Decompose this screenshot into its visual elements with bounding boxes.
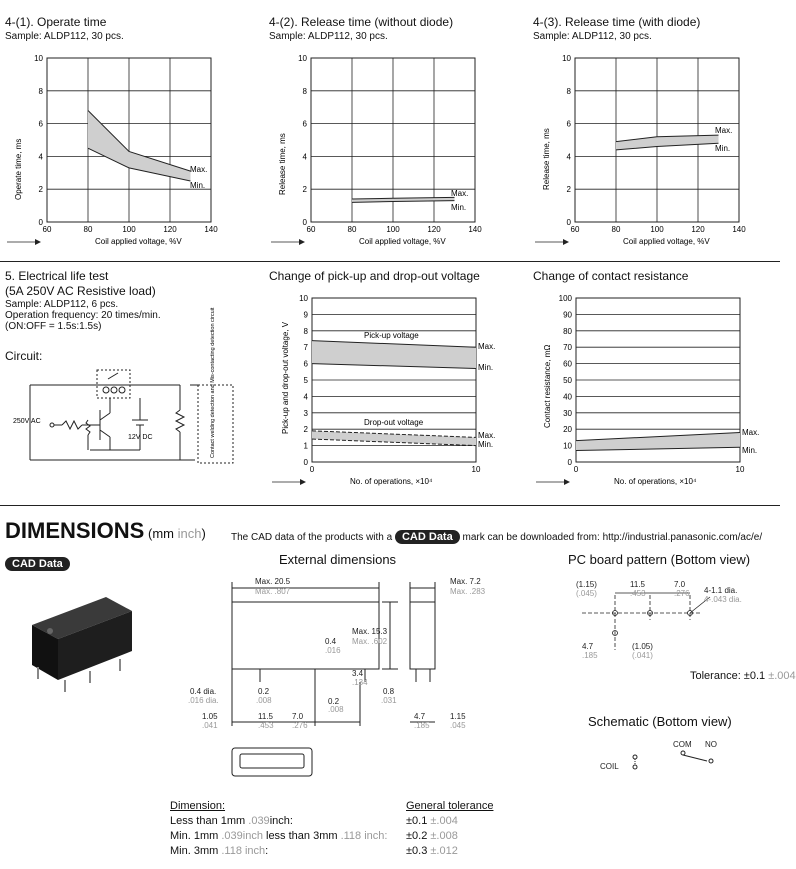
pcb-pattern-title: PC board pattern (Bottom view) — [568, 552, 751, 567]
cad-data-badge-inline: CAD Data — [395, 530, 460, 544]
pcb-p185: .185 — [582, 651, 598, 660]
ext-d134: .134 — [352, 678, 368, 687]
release-diode-max-label: Max. — [715, 126, 733, 135]
operate-min-label: Min. — [190, 181, 206, 190]
resistance-max-label: Max. — [742, 428, 760, 437]
ext-max602: Max. .602 — [352, 637, 388, 646]
ext-d08: 0.8 — [383, 687, 395, 696]
x-tick-label: 60 — [42, 225, 52, 234]
ext-d045: .045 — [450, 721, 466, 730]
ext-d04dia: 0.4 dia. — [190, 687, 217, 696]
x-tick-label: 10 — [735, 465, 745, 474]
y-tick-label: 100 — [558, 294, 572, 303]
release-diode-title: 4-(3). Release time (with diode) — [533, 15, 701, 29]
ext-d47: 4.7 — [414, 712, 426, 721]
gt-row2-tol: ±0.2 ±.008 — [406, 830, 458, 842]
x-tick-label: 120 — [691, 225, 705, 234]
resistance-chart-body — [536, 294, 745, 485]
y-tick-label: 4 — [38, 152, 43, 162]
pcb-p105: (1.05) — [632, 642, 653, 651]
gt-row2-dim: Min. 1mm .039inch less than 3mm .118 inch: — [170, 830, 388, 842]
ext-d115a: 11.5 — [258, 712, 273, 721]
y-tick-label: 10 — [299, 294, 308, 303]
resistance-min-label: Min. — [742, 446, 758, 455]
y-tick-label: 10 — [562, 54, 571, 63]
external-dimensions-title: External dimensions — [279, 552, 397, 567]
release-diode-ylabel: Release time, ms — [542, 128, 551, 190]
operate-sample: Sample: ALDP112, 30 pcs. — [5, 31, 124, 42]
dimensions-unit: (mm inch) — [147, 526, 206, 541]
x-tick-label: 0 — [309, 465, 315, 474]
release-nodiode-xlabel: Coil applied voltage, %V — [359, 237, 446, 246]
life-subtitle: (5A 250V AC Resistive load) — [5, 284, 156, 298]
y-tick-label: 2 — [303, 425, 308, 435]
pickup-title: Change of pick-up and drop-out voltage — [269, 269, 480, 283]
release-nodiode-max-label: Max. — [451, 189, 469, 198]
y-tick-label: 90 — [563, 310, 572, 320]
pcb-p043: 4-.043 dia. — [704, 595, 742, 604]
circuit-detect-label: Contact welding detection and Mis-contacting detection circuit — [210, 307, 216, 458]
x-tick-label: 140 — [732, 225, 746, 234]
y-tick-label: 4 — [303, 392, 308, 402]
y-tick-label: 1 — [303, 441, 308, 451]
ext-max205: Max. 20.5 — [255, 577, 291, 586]
x-tick-label: 120 — [427, 225, 441, 234]
gt-tolerance-header: General tolerance — [406, 800, 494, 812]
y-tick-label: 8 — [38, 86, 43, 96]
external-dimensions-drawing — [160, 570, 510, 785]
operate-ylabel: Operate time, ms — [14, 138, 23, 200]
divider-middle — [0, 505, 780, 506]
x-tick-label: 80 — [347, 225, 357, 234]
ext-d008a: .008 — [256, 696, 272, 705]
resistance-xlabel: No. of operations, ×10⁴ — [614, 477, 697, 486]
x-axis-arrowhead — [564, 479, 570, 485]
x-axis-arrowhead — [35, 239, 41, 245]
dropout-min-label: Min. — [478, 440, 494, 449]
schematic-drawing — [595, 735, 745, 780]
cad-notice: The CAD data of the products with a CAD Data mark can be downloaded from: http://industrial.panasonic.com/ac/e/ — [231, 531, 763, 543]
y-tick-label: 6 — [566, 119, 571, 129]
x-axis-arrowhead — [299, 239, 305, 245]
y-tick-label: 30 — [563, 408, 572, 418]
x-tick-label: 60 — [570, 225, 580, 234]
pickup-xlabel: No. of operations, ×10⁴ — [350, 477, 433, 486]
pickup-min-label: Min. — [478, 363, 494, 372]
y-tick-label: 20 — [563, 425, 572, 435]
pcb-p276: .276 — [674, 589, 690, 598]
release-diode-chart — [528, 50, 780, 255]
gt-row1-dim: Less than 1mm .039inch: — [170, 815, 293, 827]
gt-row1-tol: ±0.1 ±.004 — [406, 815, 458, 827]
ext-d185: .185 — [414, 721, 430, 730]
release-diode-min-label: Min. — [715, 144, 731, 153]
schem-com: COM — [673, 740, 692, 749]
pickup-chart-body — [272, 294, 481, 485]
y-tick-label: 8 — [566, 86, 571, 96]
ext-max807: Max. .807 — [255, 587, 291, 596]
ext-d34: 3.4 — [352, 669, 364, 678]
y-tick-label: 0 — [303, 458, 308, 467]
schem-no: NO — [705, 740, 717, 749]
x-axis-arrowhead — [300, 479, 306, 485]
ext-d041: .041 — [202, 721, 218, 730]
release-nodiode-min-label: Min. — [451, 203, 467, 212]
gt-row3-tol: ±0.3 ±.012 — [406, 845, 458, 857]
x-axis-arrowhead — [563, 239, 569, 245]
ext-d008b: .008 — [328, 705, 344, 714]
y-tick-label: 40 — [563, 392, 572, 402]
ext-d031: .031 — [381, 696, 397, 705]
dropout-label: Drop-out voltage — [364, 418, 424, 427]
release-nodiode-chart — [264, 50, 524, 255]
release-nodiode-sample: Sample: ALDP112, 30 pcs. — [269, 31, 388, 42]
dropout-max-label: Max. — [478, 431, 496, 440]
life-sample: Sample: ALDP112, 6 pcs. — [5, 299, 119, 310]
y-tick-label: 10 — [34, 54, 43, 63]
life-frequency: Operation frequency: 20 times/min. — [5, 310, 161, 321]
ext-d02b: 0.2 — [328, 697, 340, 706]
pcb-p70: 7.0 — [674, 580, 686, 589]
cad-data-tag[interactable]: CAD Data — [5, 557, 70, 571]
x-tick-label: 100 — [386, 225, 400, 234]
x-tick-label: 80 — [611, 225, 621, 234]
life-onoff: (ON:OFF = 1.5s:1.5s) — [5, 321, 102, 332]
y-tick-label: 0 — [567, 458, 572, 467]
dimensions-heading — [5, 519, 206, 546]
y-tick-label: 50 — [563, 376, 572, 385]
resistance-title: Change of contact resistance — [533, 269, 689, 283]
y-tick-label: 9 — [303, 310, 308, 320]
y-tick-label: 2 — [566, 185, 571, 195]
y-tick-label: 4 — [566, 152, 571, 162]
operate-title: 4-(1). Operate time — [5, 15, 107, 29]
y-tick-label: 60 — [563, 359, 572, 369]
pcb-pattern-drawing — [570, 575, 770, 665]
release-nodiode-title: 4-(2). Release time (without diode) — [269, 15, 454, 29]
y-tick-label: 0 — [566, 218, 571, 227]
pickup-label: Pick-up voltage — [364, 331, 419, 340]
y-tick-label: 6 — [38, 119, 43, 129]
pickup-chart — [264, 288, 524, 493]
pcb-p115b: 11.5 — [630, 580, 645, 589]
band-fill — [616, 135, 719, 150]
gt-row3-dim: Min. 3mm .118 inch: — [170, 845, 269, 857]
y-tick-label: 6 — [303, 359, 308, 369]
divider-top — [0, 261, 780, 262]
release-nodiode-ylabel: Release time, ms — [278, 133, 287, 195]
operate-chart — [0, 50, 260, 255]
pcb-p453: .453 — [630, 589, 646, 598]
ext-d016: .016 — [325, 646, 341, 655]
schematic-title: Schematic (Bottom view) — [588, 714, 732, 729]
y-tick-label: 4 — [302, 152, 307, 162]
y-tick-label: 5 — [303, 376, 308, 385]
ext-d04: 0.4 — [325, 637, 337, 646]
circuit-12v-label: 12V DC — [128, 434, 153, 441]
ext-max72: Max. 7.2 — [450, 577, 481, 586]
ext-d115b: 1.15 — [450, 712, 466, 721]
y-tick-label: 10 — [298, 54, 307, 63]
x-tick-label: 140 — [204, 225, 218, 234]
x-tick-label: 60 — [306, 225, 316, 234]
circuit-250v-label: 250V AC — [13, 418, 41, 425]
y-tick-label: 8 — [303, 326, 308, 336]
y-tick-label: 6 — [302, 119, 307, 129]
y-tick-label: 3 — [303, 408, 308, 418]
release-nodiode-chart-body — [271, 54, 482, 245]
y-tick-label: 2 — [302, 185, 307, 195]
x-tick-label: 140 — [468, 225, 482, 234]
ext-max153: Max. 15.3 — [352, 627, 388, 636]
operate-chart-body — [7, 54, 218, 245]
operate-xlabel: Coil applied voltage, %V — [95, 237, 182, 246]
x-tick-label: 10 — [471, 465, 481, 474]
release-diode-sample: Sample: ALDP112, 30 pcs. — [533, 31, 652, 42]
y-tick-label: 0 — [302, 218, 307, 227]
ext-d105: 1.05 — [202, 712, 218, 721]
ext-d016dia: .016 dia. — [188, 696, 219, 705]
band-fill — [312, 431, 476, 446]
ext-d70: 7.0 — [292, 712, 304, 721]
y-tick-label: 8 — [302, 86, 307, 96]
ext-d02a: 0.2 — [258, 687, 270, 696]
relay-photo — [20, 585, 150, 695]
pcb-p045: (.045) — [576, 589, 597, 598]
resistance-chart — [528, 288, 780, 493]
y-tick-label: 7 — [303, 343, 308, 353]
ext-max283: Max. .283 — [450, 587, 486, 596]
pcb-p41: 4-1.1 dia. — [704, 586, 738, 595]
pickup-max-label: Max. — [478, 342, 496, 351]
ext-d453: .453 — [258, 721, 274, 730]
pcb-p47: 4.7 — [582, 642, 594, 651]
x-tick-label: 100 — [122, 225, 136, 234]
gt-dimension-header: Dimension: — [170, 800, 226, 812]
ext-d276: .276 — [292, 721, 308, 730]
y-tick-label: 80 — [563, 326, 572, 336]
x-tick-label: 120 — [163, 225, 177, 234]
x-tick-label: 0 — [573, 465, 579, 474]
resistance-ylabel: Contact resistance, mΩ — [543, 344, 552, 428]
y-tick-label: 2 — [38, 185, 43, 195]
x-tick-label: 80 — [83, 225, 93, 234]
schem-coil: COIL — [600, 762, 619, 771]
circuit-label: Circuit: — [5, 349, 43, 363]
pcb-p041: (.041) — [632, 651, 653, 660]
dimensions-heading-text: DIMENSIONS — [5, 518, 145, 543]
pickup-ylabel: Pick-up and drop-out voltage, V — [281, 321, 290, 434]
y-tick-label: 0 — [38, 218, 43, 227]
operate-max-label: Max. — [190, 165, 208, 174]
release-diode-xlabel: Coil applied voltage, %V — [623, 237, 710, 246]
y-tick-label: 70 — [563, 343, 572, 353]
y-tick-label: 10 — [563, 441, 572, 451]
pcb-p115: (1.15) — [576, 580, 597, 589]
x-tick-label: 100 — [650, 225, 664, 234]
pcb-tolerance: Tolerance: ±0.1 ±.004 — [690, 670, 796, 682]
life-title: 5. Electrical life test — [5, 269, 109, 283]
